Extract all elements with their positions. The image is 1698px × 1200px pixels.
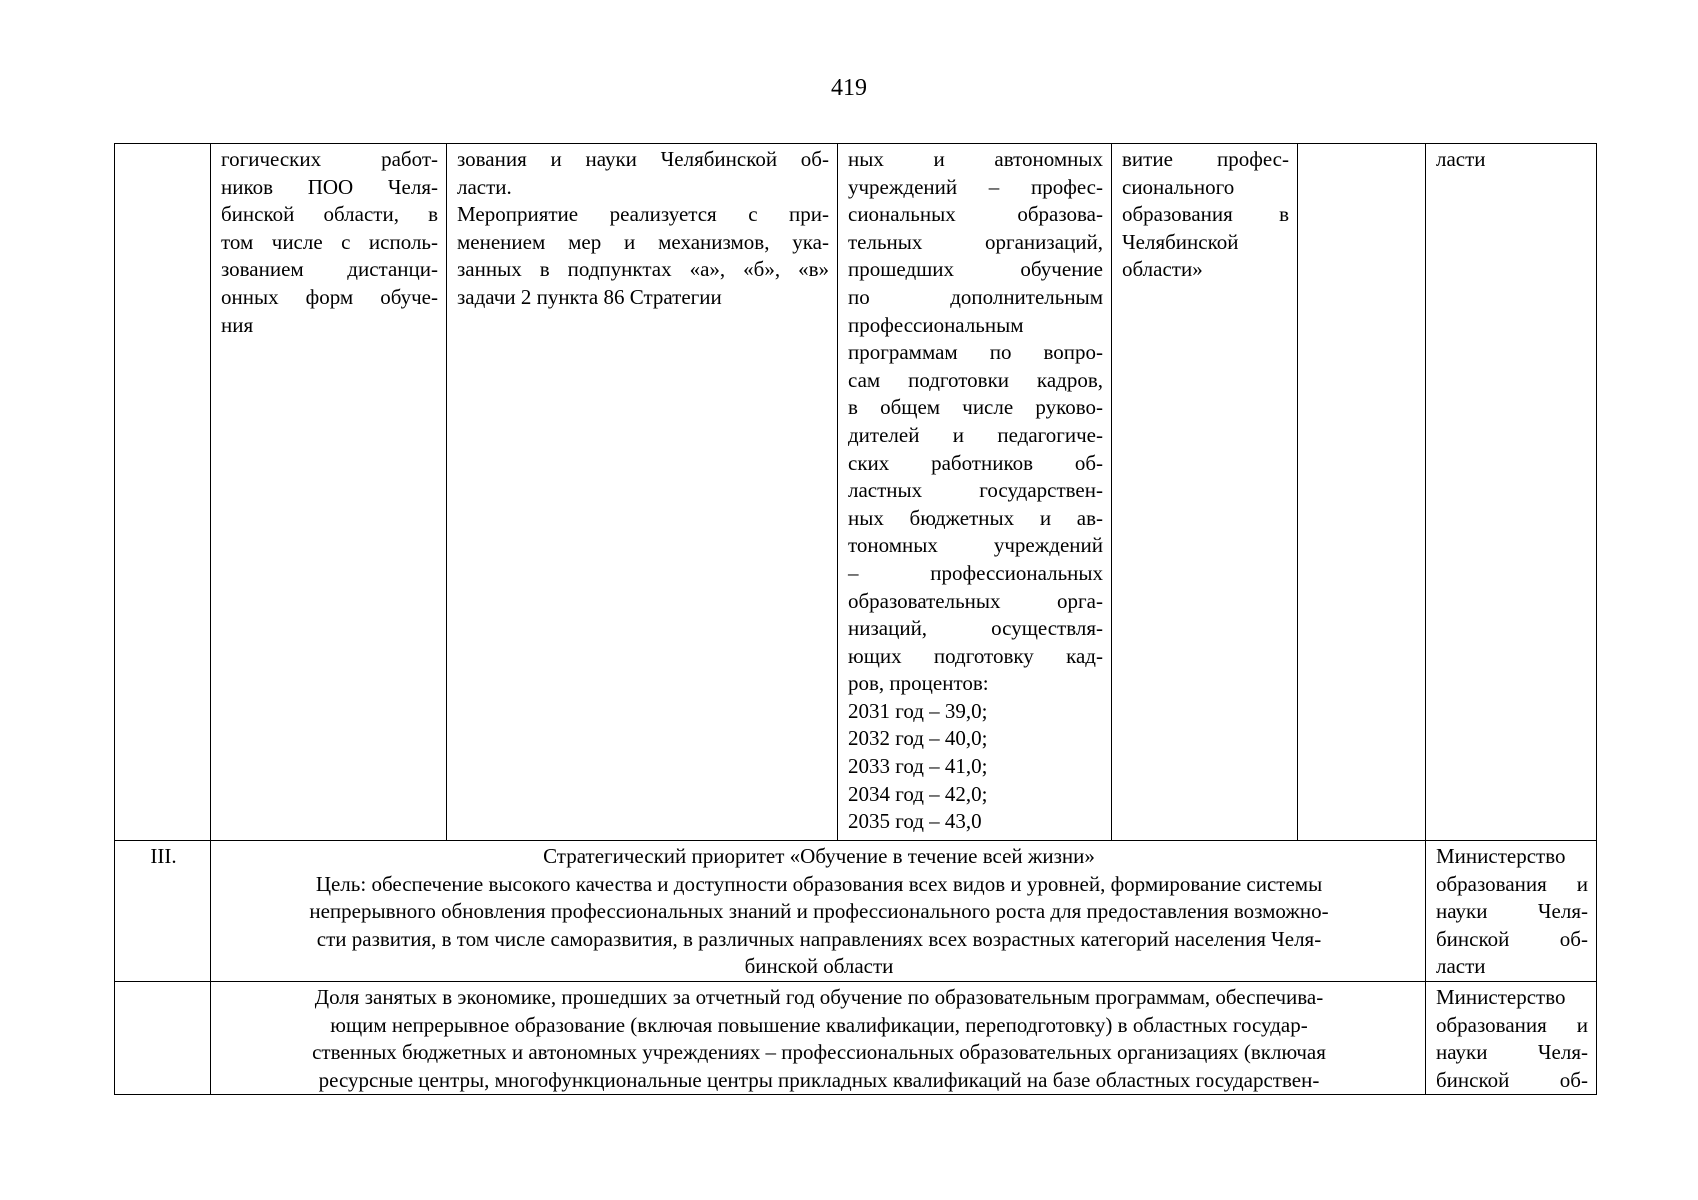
cell-priority-goal: Стратегический приоритет «Обучение в течение всей жизни» Цель: обеспечение высокого качества и доступности образования всех видов и уровней, формирование системы непрерывного обновления профессиональных знаний и профессионального роста для предоставления возможно- сти развития, в том числе саморазвития, в различных направлениях всех возрастных категорий населения Челя- бинской области — [211, 841, 1426, 982]
cell-indicator: ных и автономных учреждений – профес- сиональных образова- тельных организаций, прошедших обучение по дополнительным профессиональным программам по вопро- сам подготовки кадров, в общем числе руково- дителей и педагогиче- ских работников об- ластных государствен- ных бюджетных и ав- тономных учреждений – профессиональных образовательных орга- низаций, осуществля- ющих подготовку кад- ров, процентов: 2031 год – 39,0; 2032 год – 40,0; 2033 год – 41,0; 2034 год – 42,0; 2035 год – 43,0 — [838, 144, 1112, 841]
cell-activity-name: гогических работ- ников ПОО Челя- бинской области, в том числе с исполь- зованием дистанци- онных форм обуче- ния — [211, 144, 447, 841]
document-table — [114, 143, 1597, 1095]
table-row-continuation — [115, 144, 1597, 841]
cell-number-empty — [115, 144, 211, 841]
page-number: 419 — [831, 75, 867, 101]
cell-responsible: Министерство образования и науки Челя- бинской об- — [1426, 981, 1597, 1094]
cell-empty — [1298, 144, 1426, 841]
cell-indicator-text: Доля занятых в экономике, прошедших за отчетный год обучение по образовательным программам, обеспечива- ющим непрерывное образование (включая повышение квалификации, переподготовку) в областных государ- ственных бюджетных и автономных учреждениях – профессиональных образовательных организациях (включая ресурсные центры, многофункциональные центры прикладных квалификаций на базе областных государствен- — [211, 981, 1426, 1094]
cell-number-empty — [115, 981, 211, 1094]
cell-section-number: III. — [115, 841, 211, 982]
table-row-priority — [115, 841, 1597, 982]
table-row-indicator — [115, 981, 1597, 1094]
cell-responsible: ласти — [1426, 144, 1597, 841]
cell-activity-description: зования и науки Челябинской об- ласти. Мероприятие реализуется с при- менением мер и механизмов, ука- занных в подпунктах «а», «б», «в» задачи 2 пункта 86 Стратегии — [447, 144, 838, 841]
cell-responsible: Министерство образования и науки Челя- бинской об- ласти — [1426, 841, 1597, 982]
priority-title: Стратегический приоритет «Обучение в течение всей жизни» — [543, 844, 1095, 868]
cell-program-link: витие профес- сионального образования в Челябинской области» — [1112, 144, 1298, 841]
